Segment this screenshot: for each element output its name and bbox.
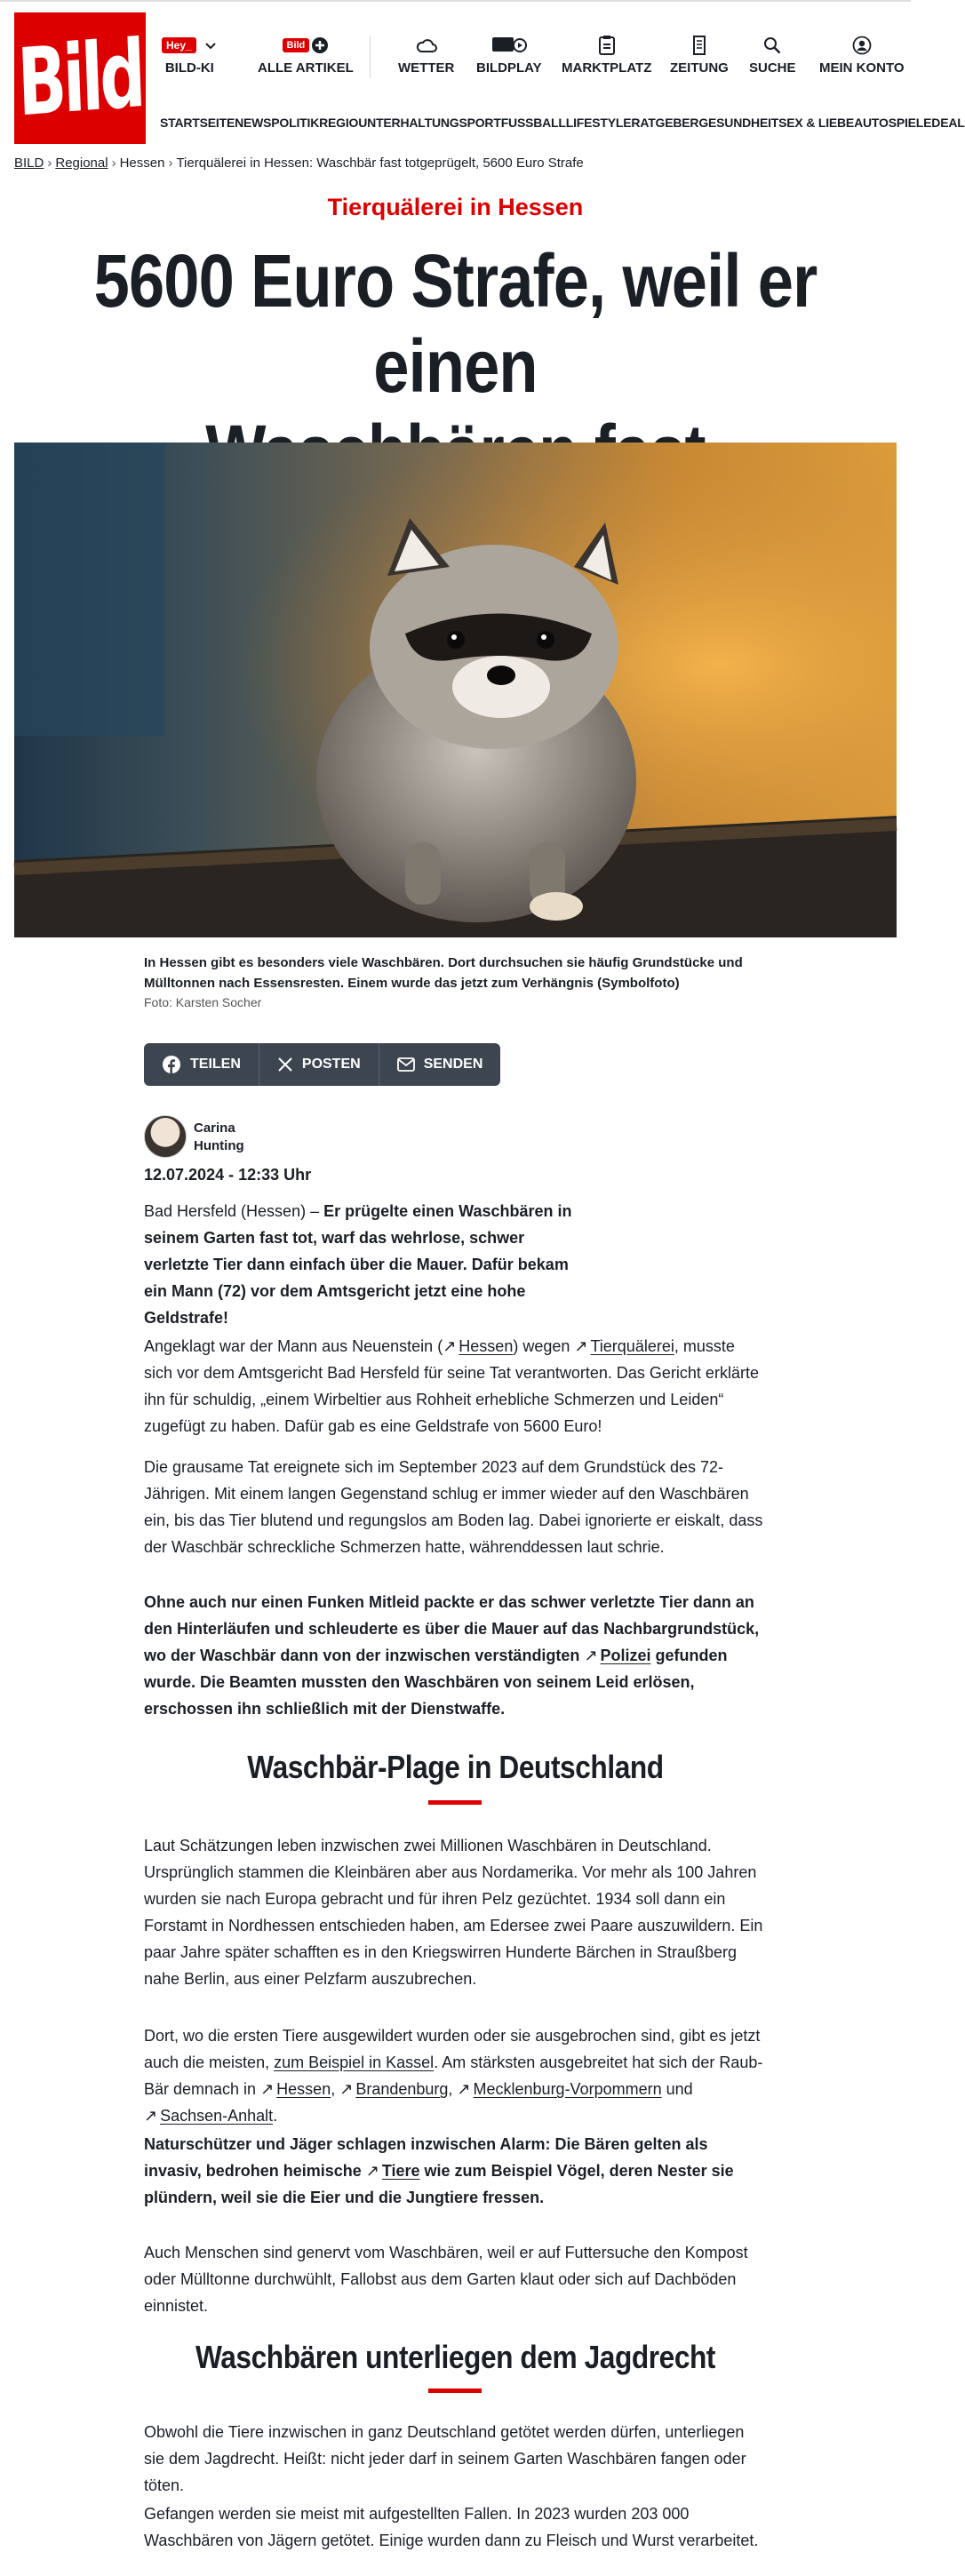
- hero-image-raccoon: [14, 443, 897, 937]
- link-kassel[interactable]: zum Beispiel in Kassel: [274, 2054, 435, 2071]
- subheading-waschbaer-plage: Waschbär-Plage in Deutschland: [247, 1749, 664, 1785]
- facebook-icon: [162, 1055, 181, 1074]
- nav-item-sport[interactable]: SPORT: [459, 116, 501, 130]
- paragraph-1: Angeklagt war der Mann aus Neuenstein (↗ Hessen) wegen ↗ Tierquälerei, musste sich vor dem Amtsgericht Bad Hersfeld für seine Tat verantworten. Das Gericht erklärte ihn für schuldig, „einem Wirbeltier aus Rohheit erhebliche Schmerzen und Leiden“ zugefügt zu haben. Dafür gab es eine Geldstrafe von 5600 Euro!: [144, 1337, 759, 1435]
- nav-item-regio[interactable]: REGIO: [319, 116, 359, 130]
- toolbar-separator: [370, 36, 371, 78]
- raccoon-illustration: [14, 443, 897, 937]
- nav-item-ratgeber[interactable]: RATGEBER: [631, 116, 699, 130]
- x-icon: [277, 1057, 293, 1073]
- link-tiere[interactable]: Tiere: [381, 2162, 420, 2180]
- mail-icon: [397, 1057, 415, 1072]
- nav-item-sex-liebe[interactable]: SEX & LIEBE: [778, 116, 855, 130]
- nav-item-news[interactable]: NEWS: [235, 116, 272, 130]
- paragraph-6: Naturschützer und Jäger schlagen inzwischen Alarm: Die Bären gelten als invasiv, bedrohen heimische ↗ Tiere wie zum Beispiel Vögel, deren Nester sie plündern, weil sie die Eier und die Jungtiere fressen.: [144, 2135, 734, 2206]
- nav-item-startseite[interactable]: STARTSEITE: [160, 116, 235, 130]
- breadcrumb: BILD › Regional › Hessen › Tierquälerei in Hessen: Waschbär fast totgeprügelt, 5600 Euro Strafe: [14, 156, 584, 171]
- nav-item-gesundheit[interactable]: GESUNDHEIT: [698, 116, 779, 130]
- share-facebook-button[interactable]: [144, 1043, 259, 1086]
- headline-line: 5600 Euro Strafe, weil er einen: [93, 239, 817, 408]
- share-x-button[interactable]: [259, 1043, 379, 1086]
- toolbar-bildplay[interactable]: [476, 34, 542, 76]
- share-label: TEILEN: [190, 1057, 241, 1072]
- subheading-jagdrecht: Waschbären unterliegen dem Jagdrecht: [195, 2339, 716, 2375]
- link-hessen[interactable]: Hessen: [459, 1337, 514, 1355]
- paragraph-4: Laut Schätzungen leben inzwischen zwei Millionen Waschbären in Deutschland. Ursprünglich stammen die Kleinbären aber aus Nordamerika. Vor mehr als 100 Jahren wurden sie nach Europa gebracht und für ihren Pelz gezüchtet. 1934 soll dann ein Forstamt in Nordhessen entschieden haben, am Edersee zwei Paare auszuwildern. Ein paar Jahre später schafften es in den Kriegswirren Hunderte Bärchen in Straußberg nahe Berlin, aus einer Pelzfarm auszubrechen.: [144, 1837, 763, 1988]
- photo-credit: Foto: Karsten Socher: [144, 995, 262, 1009]
- nav-item-lifestyle[interactable]: LIFESTYLE: [565, 116, 632, 130]
- toolbar-label: MEIN KONTO: [819, 60, 905, 76]
- paragraph-3: Ohne auch nur einen Funken Mitleid packte er das schwer verletzte Tier dann an den Hinterläufen und schleuderte es über die Mauer auf das Nachbargrundstück, wo der Waschbär dann von der inzwischen verständigten ↗ Polizei gefunden wurde. Die Beamten mussten den Waschbären von seinem Leid erlösen, erschossen ihn schließlich mit der Dienstwaffe.: [144, 1593, 760, 1718]
- share-bar: [144, 1043, 500, 1086]
- user-icon: [852, 36, 872, 55]
- paragraph-8: Obwohl die Tiere inzwischen in ganz Deutschland getötet werden dürfen, unterliegen sie dem Jagdrecht. Heißt: nicht jeder darf in seinem Garten Waschbären fangen oder töten.: [144, 2423, 746, 2494]
- share-label: POSTEN: [301, 1057, 361, 1072]
- subheading-underline: [428, 1800, 482, 1805]
- bildplus-badge: Bild: [283, 38, 310, 52]
- search-icon: [763, 36, 781, 54]
- toolbar-marktplatz[interactable]: [562, 34, 651, 76]
- toolbar-mein-konto[interactable]: [819, 34, 905, 76]
- article-kicker: Tierquälerei in Hessen: [327, 194, 584, 220]
- toolbar-label: SUCHE: [749, 60, 796, 76]
- toolbar-label: MARKTPLATZ: [562, 60, 652, 76]
- breadcrumb-bild[interactable]: BILD: [14, 156, 44, 171]
- toolbar-zeitung[interactable]: [670, 34, 729, 76]
- main-navigation: [160, 116, 965, 135]
- link-brandenburg[interactable]: Brandenburg: [355, 2080, 449, 2098]
- paragraph-7: Auch Menschen sind genervt vom Waschbären, weil er auf Futtersuche den Kompost oder Mülltonne durchwühlt, Fallobst aus dem Garten klaut oder sich auf Dachböden einnistet.: [144, 2244, 748, 2315]
- author-name[interactable]: Carina Hunting: [194, 1121, 244, 1153]
- nav-item-deal[interactable]: DEAL: [931, 116, 965, 130]
- toolbar-alle-artikel[interactable]: [258, 34, 354, 76]
- link-sachsen-anhalt[interactable]: Sachsen-Anhalt: [160, 2107, 274, 2125]
- bild-logo[interactable]: Bild: [14, 12, 146, 144]
- top-divider: [0, 0, 911, 2]
- hey-badge: Hey_: [162, 37, 196, 53]
- nav-item-fussball[interactable]: FUSSBALL: [500, 116, 566, 130]
- toolbar-wetter[interactable]: [398, 34, 454, 76]
- toolbar-label: ALLE ARTIKEL: [258, 60, 354, 76]
- author-avatar[interactable]: [144, 1115, 187, 1158]
- toolbar-label: BILDPLAY: [476, 60, 542, 76]
- toolbar-bild-ki[interactable]: [162, 34, 218, 76]
- subheading-underline: [428, 2389, 482, 2393]
- breadcrumb-regional[interactable]: Regional: [55, 156, 108, 171]
- share-label: SENDEN: [423, 1057, 483, 1072]
- nav-item-unterhaltung[interactable]: UNTERHALTUNG: [358, 116, 459, 130]
- chevron-down-icon: [203, 38, 218, 52]
- link-tierquaelerei[interactable]: Tierquälerei: [590, 1337, 674, 1355]
- paragraph-5: Dort, wo die ersten Tiere ausgewildert wurden oder sie ausgebrochen sind, gibt es jetzt auch die meisten, zum Beispiel in Kassel. Am stärksten ausgebreitet hat sich der Raub-Bär demnach in ↗ Hessen, ↗ Brandenburg, ↗ Mecklenburg-Vorpommern und ↗ Sachsen-Anhalt.: [144, 2027, 763, 2125]
- nav-item-politik[interactable]: POLITIK: [271, 116, 320, 130]
- article-lead: Bad Hersfeld (Hessen) – Er prügelte einen Waschbären in seinem Garten fast tot, warf das wehrlose, schwer verletzte Tier dann einfach über die Mauer. Dafür bekam ein Mann (72) vor dem Amtsgericht jetzt eine hohe Geldstrafe!: [144, 1202, 572, 1327]
- publish-date: 12.07.2024 - 12:33 Uhr: [144, 1166, 312, 1184]
- nav-item-spiele[interactable]: SPIELE: [888, 116, 932, 130]
- breadcrumb-hessen[interactable]: Hessen: [119, 156, 165, 171]
- toolbar-label: BILD-KI: [164, 60, 214, 76]
- toolbar-suche[interactable]: [749, 34, 796, 76]
- plus-icon: [311, 36, 329, 54]
- nav-item-auto[interactable]: AUTO: [854, 116, 889, 130]
- link-hessen-2[interactable]: Hessen: [276, 2080, 331, 2098]
- paragraph-2: Die grausame Tat ereignete sich im September 2023 auf dem Grundstück des 72-Jährigen. Mit einem langen Gegenstand schlug er immer wieder auf den Waschbären ein, bis das Tier blutend und regungslos am Boden lag. Dabei ignorierte er eiskalt, dass der Waschbär schreckliche Schmerzen hatte, währenddessen laut schrie.: [144, 1458, 763, 1556]
- link-mecklenburg-vorpommern[interactable]: Mecklenburg-Vorpommern: [473, 2080, 662, 2098]
- clipboard-icon: [598, 35, 616, 56]
- toolbar-label: WETTER: [398, 60, 455, 76]
- link-polizei[interactable]: Polizei: [600, 1647, 651, 1664]
- newspaper-icon: [691, 36, 707, 55]
- cloud-icon: [415, 36, 438, 54]
- paragraph-9: Gefangen werden sie meist mit aufgestellten Fallen. In 2023 wurden 203 000 Waschbären von Jägern getötet. Einige wurden dann zu Fleisch und Wurst verarbeitet.: [144, 2505, 759, 2549]
- share-mail-button[interactable]: [379, 1043, 501, 1086]
- toolbar-label: ZEITUNG: [670, 60, 729, 76]
- image-caption: In Hessen gibt es besonders viele Waschbären. Dort durchsuchen sie häufig Grundstücke und Mülltonnen nach Essensresten. Einem wurde das jetzt zum Verhängnis (Symbolfoto): [144, 955, 743, 991]
- breadcrumb-current: Tierquälerei in Hessen: Waschbär fast totgeprügelt, 5600 Euro Strafe: [176, 156, 584, 171]
- tv-icon: [491, 36, 527, 55]
